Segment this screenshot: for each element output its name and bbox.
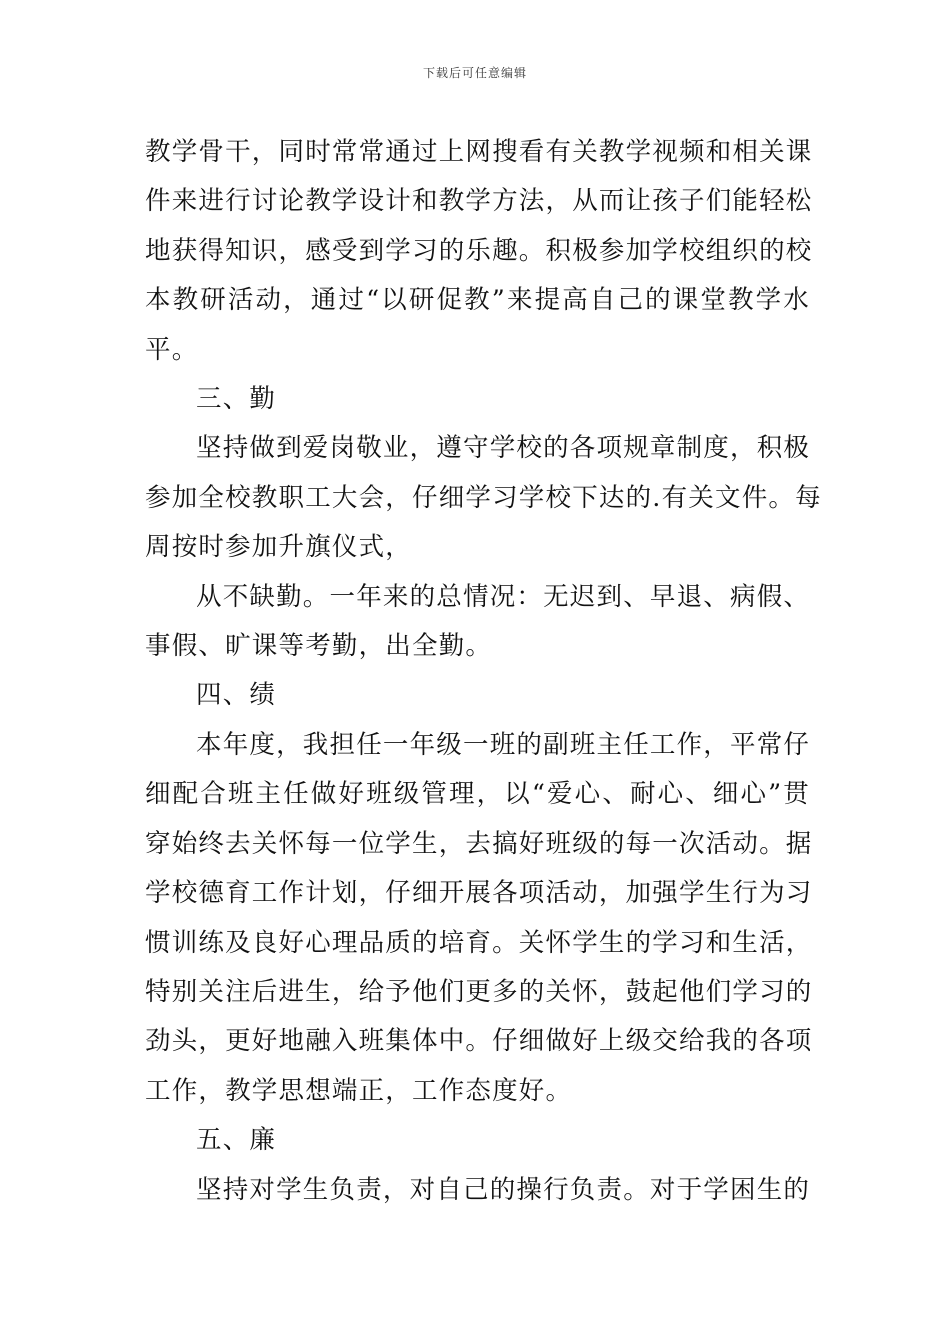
paragraph-line: 参加全校教职工大会，仔细学习学校下达的.有关文件。每 [145, 482, 822, 513]
paragraph-line: 从不缺勤。一年来的总情况：无迟到、早退、病假、 [196, 581, 811, 612]
section-heading-achievement: 四、绩 [196, 680, 277, 711]
paragraph-line: 坚持对学生负责，对自己的操行负责。对于学困生的 [196, 1174, 811, 1205]
paragraph-line: 坚持做到爱岗敬业，遵守学校的各项规章制度，积极 [196, 433, 811, 464]
paragraph-line: 特别关注后进生，给予他们更多的关怀，鼓起他们学习的 [145, 976, 813, 1007]
paragraph-line: 劲头，更好地融入班集体中。仔细做好上级交给我的各项 [145, 1026, 813, 1057]
paragraph-1 [145, 128, 813, 375]
paragraph-3 [145, 573, 810, 672]
paragraph-line: 细配合班主任做好班级管理，以“爱心、耐心、细心”贯 [145, 779, 810, 810]
paragraph-line: 工作，教学思想端正，工作态度好。 [145, 1075, 573, 1106]
paragraph-line: 平。 [145, 334, 199, 365]
paragraph-line: 学校德育工作计划，仔细开展各项活动，加强学生行为习 [145, 878, 813, 909]
paragraph-line: 周按时参加升旗仪式， [145, 532, 413, 563]
paragraph-line: 事假、旷课等考勤，出全勤。 [145, 631, 493, 662]
document-body [145, 128, 822, 1215]
paragraph-line: 件来进行讨论教学设计和教学方法，从而让孩子们能轻松 [145, 186, 813, 217]
section-heading-diligence: 三、勤 [196, 384, 277, 415]
header-note: 下载后可任意编辑 [422, 66, 527, 80]
paragraph-line: 本教研活动，通过“以研促教”来提高自己的课堂教学水 [145, 285, 810, 316]
paragraph-line: 地获得知识，感受到学习的乐趣。积极参加学校组织的校 [145, 235, 813, 266]
paragraph-line: 教学骨干，同时常常通过上网搜看有关教学视频和相关课 [145, 137, 813, 167]
section-heading-integrity: 五、廉 [196, 1125, 277, 1156]
paragraph-line: 穿始终去关怀每一位学生，去搞好班级的每一次活动。据 [145, 828, 813, 859]
paragraph-2 [145, 424, 822, 572]
paragraph-line: 本年度，我担任一年级一班的副班主任工作，平常仔 [196, 729, 811, 760]
paragraph-5 [145, 1166, 810, 1215]
paragraph-line: 惯训练及良好心理品质的培育。关怀学生的学习和生活， [145, 927, 813, 958]
paragraph-4 [145, 721, 813, 1116]
